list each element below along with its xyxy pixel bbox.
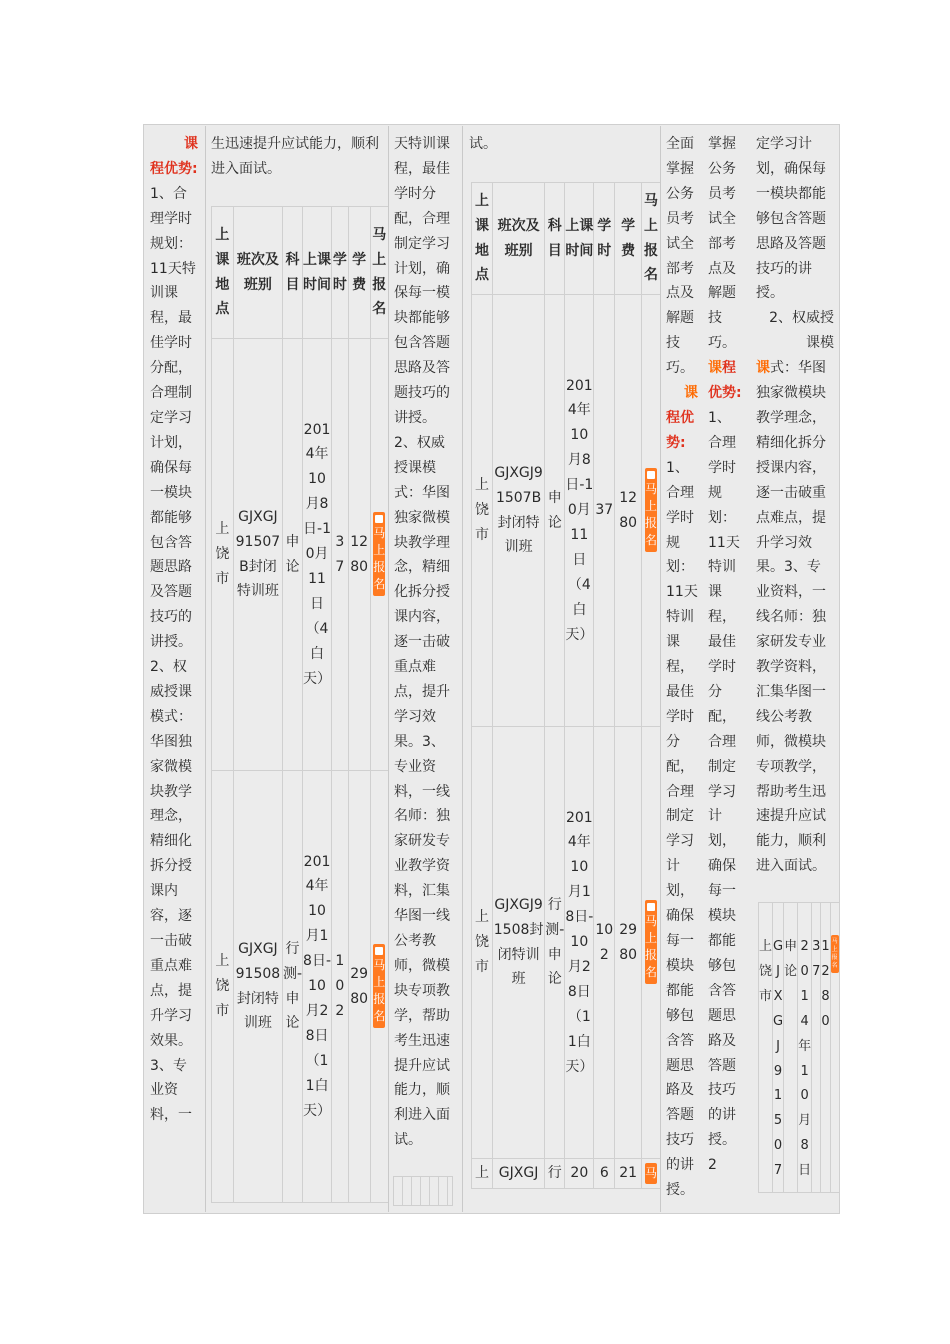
signup-cell	[370, 339, 388, 771]
col6-heading: 程优势:	[708, 360, 742, 402]
col2-top-text: 生迅速提升应试能力，顺利进入面试。	[211, 136, 379, 177]
table-row	[212, 339, 389, 771]
cell-class: GJXGJ91508封闭特训班	[492, 727, 544, 1159]
col6-heading-prefix: 课	[708, 360, 722, 377]
divider	[660, 126, 661, 1212]
cell-hours: 37	[812, 903, 821, 1193]
table-row	[212, 771, 389, 1203]
cell-fee: 2980	[348, 771, 370, 1203]
col6-top: 掌握公务员考试全部考点及解题技巧。	[708, 136, 736, 352]
col1-body: 1、合理学时规划：11天特训课程，最佳学时分配，合理制定学习计划，确保每一模块都能够包含答题思路及答题技巧的讲授。2、权威授课模式：华图独家微模块教学理念，精细化拆分授课内容，逐一击破重点难点，提升学习效果。3、专业资料，一	[150, 185, 196, 1124]
cell-subject: 行测-申论	[545, 727, 565, 1159]
col7-item2-rest: 式：华图独家微模块教学理念，精细化拆分授课内容，逐一击破重点难点，提升学习效果。3、专业资料，一线名师：独家研发专业教学资料，汇集华图一线公考教师，微模块专项教学，帮助考生迅速提升应试能力，顺利进入面试。	[756, 360, 826, 875]
cell-time: 2014年10月8日-10月11日（4白天）	[303, 339, 332, 771]
signup-cell	[642, 727, 661, 1159]
cell-class: GJXGJ91507	[773, 903, 784, 1193]
cell-time: 20	[565, 1159, 594, 1189]
signup-cell	[642, 1159, 661, 1189]
th-hours: 学时	[594, 183, 615, 295]
class-schedule-table-2	[471, 182, 661, 1189]
cell-hours: 6	[594, 1159, 615, 1189]
th-place: 上课地点	[212, 207, 234, 339]
signup-cell	[642, 295, 661, 727]
divider	[205, 126, 206, 1212]
signup-button[interactable]: 马上报名	[373, 944, 385, 1028]
cell-fee: 1280	[348, 339, 370, 771]
cell-subject: 申论	[282, 339, 302, 771]
col7-item2-prefix: 课	[756, 360, 770, 377]
th-subject: 科目	[282, 207, 302, 339]
cell-hours: 37	[332, 339, 349, 771]
cell-class: GJXGJ91507B封闭特训班	[233, 339, 282, 771]
signup-button[interactable]: 马上报名	[373, 512, 385, 596]
cell-time: 2014年10月8日	[798, 903, 812, 1193]
cell-subject: 行测-申论	[282, 771, 302, 1203]
th-signup: 马上报名	[370, 207, 388, 339]
col1-heading-prefix: 课	[184, 136, 198, 152]
signup-icon	[647, 471, 655, 479]
cell-time: 2014年10月8日-10月11日（4白天）	[565, 295, 594, 727]
col6-body: 1、合理学时规划：11天特训课程，最佳学时分配，合理制定学习计划，确保每一模块都能够包含答题思路及答题技巧的讲授。2	[708, 409, 740, 1174]
cell-hours: 102	[594, 727, 615, 1159]
col1-heading: 程优势:	[150, 160, 198, 177]
th-class: 班次及班别	[492, 183, 544, 295]
cell-fee: 1280	[615, 295, 642, 727]
col5-heading: 程优势:	[666, 409, 694, 451]
cell-class: GJXGJ91508封闭特训班	[233, 771, 282, 1203]
cell-fee: 2980	[615, 727, 642, 1159]
table-row	[472, 727, 661, 1159]
col3-empty-grid	[393, 1176, 453, 1206]
cell-place: 上饶市	[212, 771, 234, 1203]
class-schedule-table	[211, 206, 389, 1203]
cell-subject: 行	[545, 1159, 565, 1189]
col5-text	[666, 132, 698, 1203]
th-place: 上课地点	[472, 183, 493, 295]
cell-subject: 申论	[545, 295, 565, 727]
col6-text	[708, 132, 742, 1178]
divider	[388, 126, 389, 1212]
cell-hours: 102	[332, 771, 349, 1203]
col3-body: 天特训课程，最佳学时分配，合理制定学习计划，确保每一模块都能够包含答题思路及答题技巧的讲授。2、权威授课模式：华图独家微模块教学理念，精细化拆分授课内容，逐一击破重点难点，提升学习效果。3、专业资料，一线名师：独家研发专业教学资料，汇集华图一线公考教师，微模块专项教学，帮助考生迅速提升应试能力，顺利进入面试。	[394, 136, 450, 1149]
signup-cell	[370, 771, 388, 1203]
cell-class: GJXGJ	[492, 1159, 544, 1189]
col5-top: 全面掌握公务员考试全部考点及解题技巧。	[666, 136, 694, 377]
cell-place: 上饶市	[212, 339, 234, 771]
mini-schedule-table	[758, 902, 840, 1193]
col5-heading-prefix: 课	[684, 385, 698, 402]
signup-button[interactable]: 马上报名	[645, 900, 657, 984]
col7-item2: 2、权威授课模	[769, 310, 834, 352]
signup-icon	[375, 947, 383, 955]
table-row	[759, 903, 840, 1193]
cell-subject: 申论	[784, 903, 798, 1193]
cell-fee: 1280	[821, 903, 830, 1193]
th-signup: 马上报名	[642, 183, 661, 295]
th-fee: 学费	[615, 183, 642, 295]
th-hours: 学时	[332, 207, 349, 339]
table-row	[472, 295, 661, 727]
th-time: 上课时间	[303, 207, 332, 339]
th-subject: 科目	[545, 183, 565, 295]
cell-place: 上饶市	[472, 727, 493, 1159]
th-class: 班次及班别	[233, 207, 282, 339]
cell-place: 上	[472, 1159, 493, 1189]
cell-hours: 37	[594, 295, 615, 727]
th-time: 上课时间	[565, 183, 594, 295]
th-fee: 学费	[348, 207, 370, 339]
cell-class: GJXGJ91507B封闭特训班	[492, 295, 544, 727]
col1-text	[150, 132, 200, 1128]
cell-place: 上饶市	[472, 295, 493, 727]
divider	[462, 126, 463, 1212]
col5-body: 1、合理学时规划：11天特训课程，最佳学时分配，合理制定学习计划，确保每一模块都能够包含答题思路及答题技巧的讲授。	[666, 459, 698, 1199]
table-row	[472, 1159, 661, 1189]
signup-button[interactable]: 马	[645, 1163, 657, 1184]
col7-text	[756, 132, 834, 879]
signup-icon	[375, 515, 383, 523]
cell-time: 2014年10月18日-10月28日（11白天）	[303, 771, 332, 1203]
cell-place: 上饶市	[759, 903, 773, 1193]
col7-top: 定学习计划，确保每一模块都能够包含答题思路及答题技巧的讲授。	[756, 136, 826, 302]
signup-button[interactable]: 马上报名	[831, 935, 839, 973]
col4-top-text: 试。	[469, 136, 497, 152]
cell-time: 2014年10月18日-10月28日（11白天）	[565, 727, 594, 1159]
signup-icon	[647, 903, 655, 911]
signup-button[interactable]: 马上报名	[645, 468, 657, 552]
cell-fee: 21	[615, 1159, 642, 1189]
signup-cell	[830, 903, 839, 1193]
